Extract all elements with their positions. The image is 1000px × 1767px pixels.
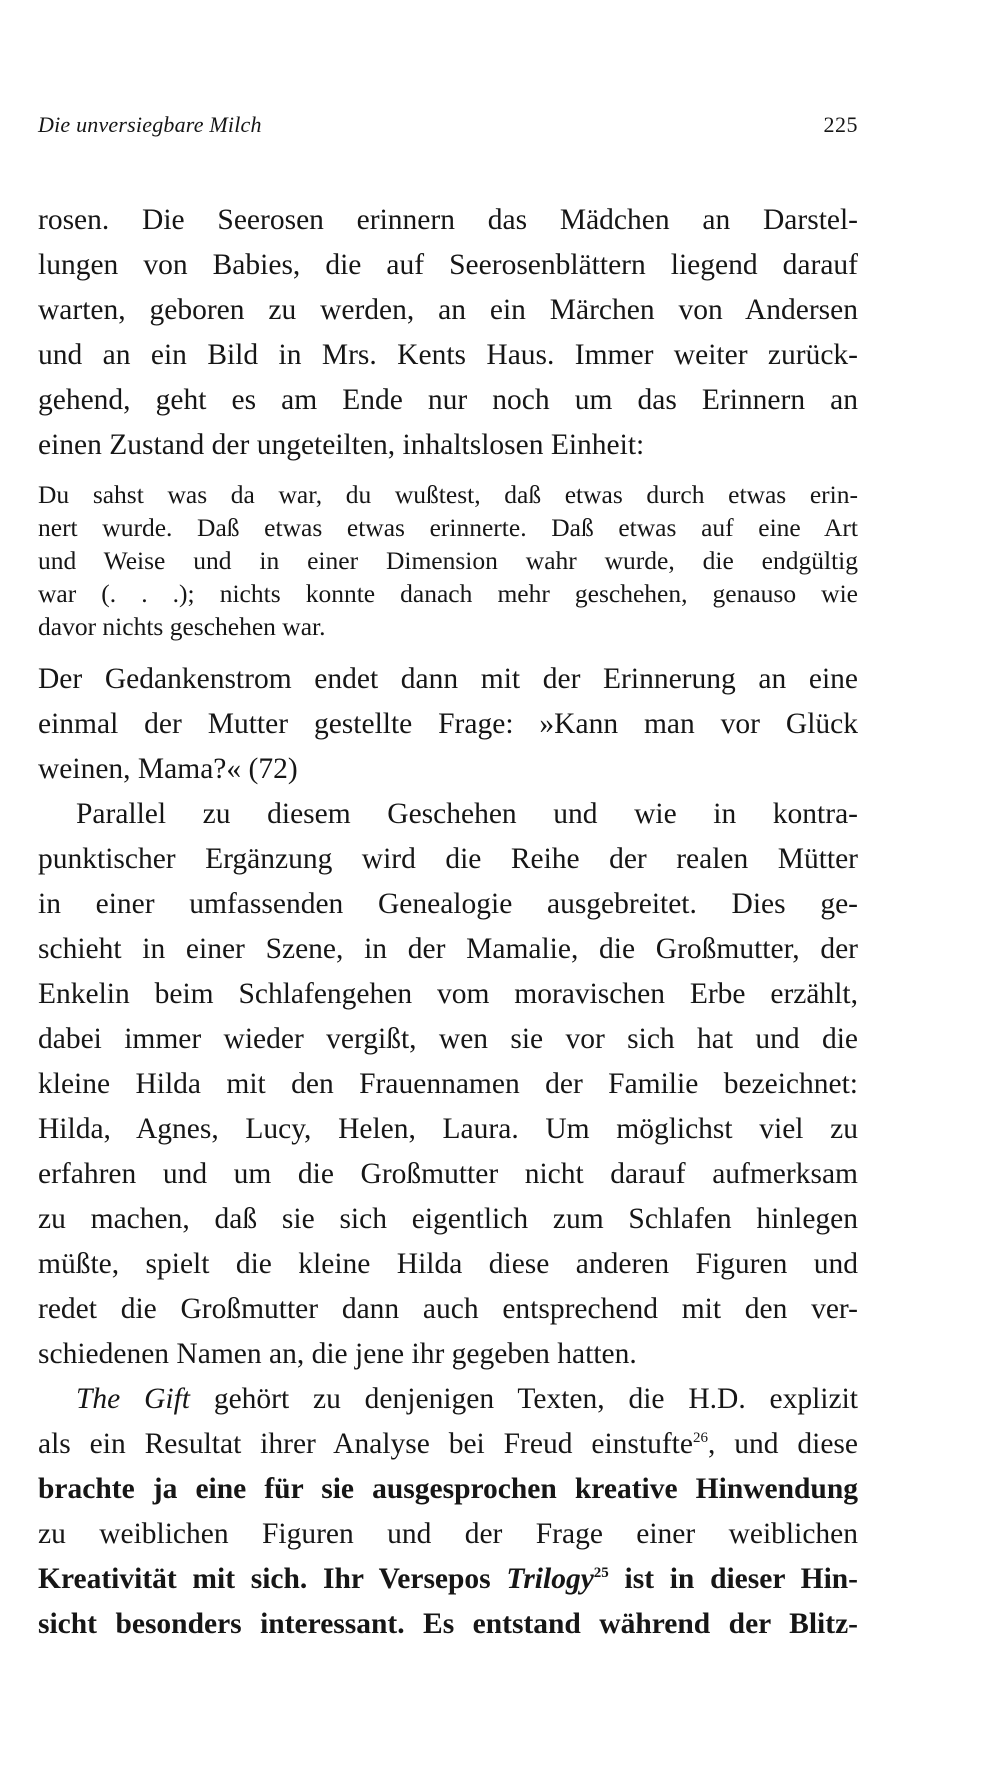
text-segment: Kreativität mit sich. Ihr Versepos xyxy=(38,1563,507,1595)
paragraph-1 xyxy=(38,198,858,468)
paragraph-2 xyxy=(38,657,858,792)
book-title-the-gift: The Gift xyxy=(76,1383,190,1415)
text-line: lungen von Babies, die auf Seerosenblättern liegend darauf xyxy=(38,249,858,281)
text-line: weinen, Mama?« (72) xyxy=(38,753,298,785)
running-title: Die unversiegbare Milch xyxy=(38,112,262,137)
page-number: 225 xyxy=(823,112,858,137)
running-header xyxy=(38,112,858,152)
text-line: rosen. Die Seerosen erinnern das Mädchen an Darstel- xyxy=(38,204,858,236)
text-segment: gehört zu denjenigen Texten, die H.D. explizit xyxy=(189,1383,858,1415)
text-line: zu machen, daß sie sich eigentlich zum Schlafen hinlegen xyxy=(38,1203,858,1235)
paragraph-4 xyxy=(38,1377,858,1647)
text-line: warten, geboren zu werden, an ein Märchen von Andersen xyxy=(38,294,858,326)
block-quote xyxy=(38,478,858,643)
text-line: erfahren und um die Großmutter nicht darauf aufmerksam xyxy=(38,1158,858,1190)
footnote-marker: 26 xyxy=(692,1430,708,1447)
text-line: punktischer Ergänzung wird die Reihe der realen Mütter xyxy=(38,843,858,875)
text-line xyxy=(38,1422,858,1467)
quote-line: nert wurde. Daß etwas etwas erinnerte. Daß etwas auf eine Art xyxy=(38,513,858,542)
text-line: schieht in einer Szene, in der Mamalie, die Großmutter, der xyxy=(38,933,858,965)
quote-line: war (. . .); nichts konnte danach mehr geschehen, genauso wie xyxy=(38,579,858,608)
text-line: gehend, geht es am Ende nur noch um das Erinnern an xyxy=(38,384,858,416)
text-line: schiedenen Namen an, die jene ihr gegeben hatten. xyxy=(38,1338,637,1370)
text-line: sicht besonders interessant. Es entstand während der Blitz- xyxy=(38,1608,858,1640)
body-text xyxy=(38,198,858,1647)
text-line: Enkelin beim Schlafengehen vom moravischen Erbe erzählt, xyxy=(38,978,858,1010)
text-line: redet die Großmutter dann auch entsprechend mit den ver- xyxy=(38,1293,858,1325)
text-segment: als ein Resultat ihrer Analyse bei Freud einstufte xyxy=(38,1428,693,1460)
text-segment: , und diese xyxy=(707,1428,858,1460)
text-line: kleine Hilda mit den Frauennamen der Familie bezeichnet: xyxy=(38,1068,858,1100)
text-line: in einer umfassenden Genealogie ausgebreitet. Dies ge- xyxy=(38,888,858,920)
book-title-trilogy: Trilogy xyxy=(506,1563,594,1595)
text-line: einen Zustand der ungeteilten, inhaltslosen Einheit: xyxy=(38,429,645,461)
text-line: und an ein Bild in Mrs. Kents Haus. Immer weiter zurück- xyxy=(38,339,858,371)
text-line: einmal der Mutter gestellte Frage: »Kann man vor Glück xyxy=(38,708,858,740)
text-line: Der Gedankenstrom endet dann mit der Erinnerung an eine xyxy=(38,663,858,695)
text-line: zu weiblichen Figuren und der Frage einer weiblichen xyxy=(38,1518,858,1550)
text-line: Hilda, Agnes, Lucy, Helen, Laura. Um möglichst viel zu xyxy=(38,1113,858,1145)
text-line: müßte, spielt die kleine Hilda diese anderen Figuren und xyxy=(38,1248,858,1280)
text-line: dabei immer wieder vergißt, wen sie vor sich hat und die xyxy=(38,1023,858,1055)
footnote-marker: 25 xyxy=(593,1565,609,1582)
text-segment: ist in dieser Hin- xyxy=(608,1563,858,1595)
text-line xyxy=(38,1377,858,1422)
quote-line: davor nichts geschehen war. xyxy=(38,612,326,641)
quote-line: und Weise und in einer Dimension wahr wurde, die endgültig xyxy=(38,546,858,575)
text-line: Parallel zu diesem Geschehen und wie in kontra- xyxy=(76,798,858,830)
paragraph-3 xyxy=(38,792,858,1377)
text-line xyxy=(38,1557,858,1602)
quote-line: Du sahst was da war, du wußtest, daß etwas durch etwas erin- xyxy=(38,480,858,509)
text-line: brachte ja eine für sie ausgesprochen kreative Hinwendung xyxy=(38,1473,858,1505)
